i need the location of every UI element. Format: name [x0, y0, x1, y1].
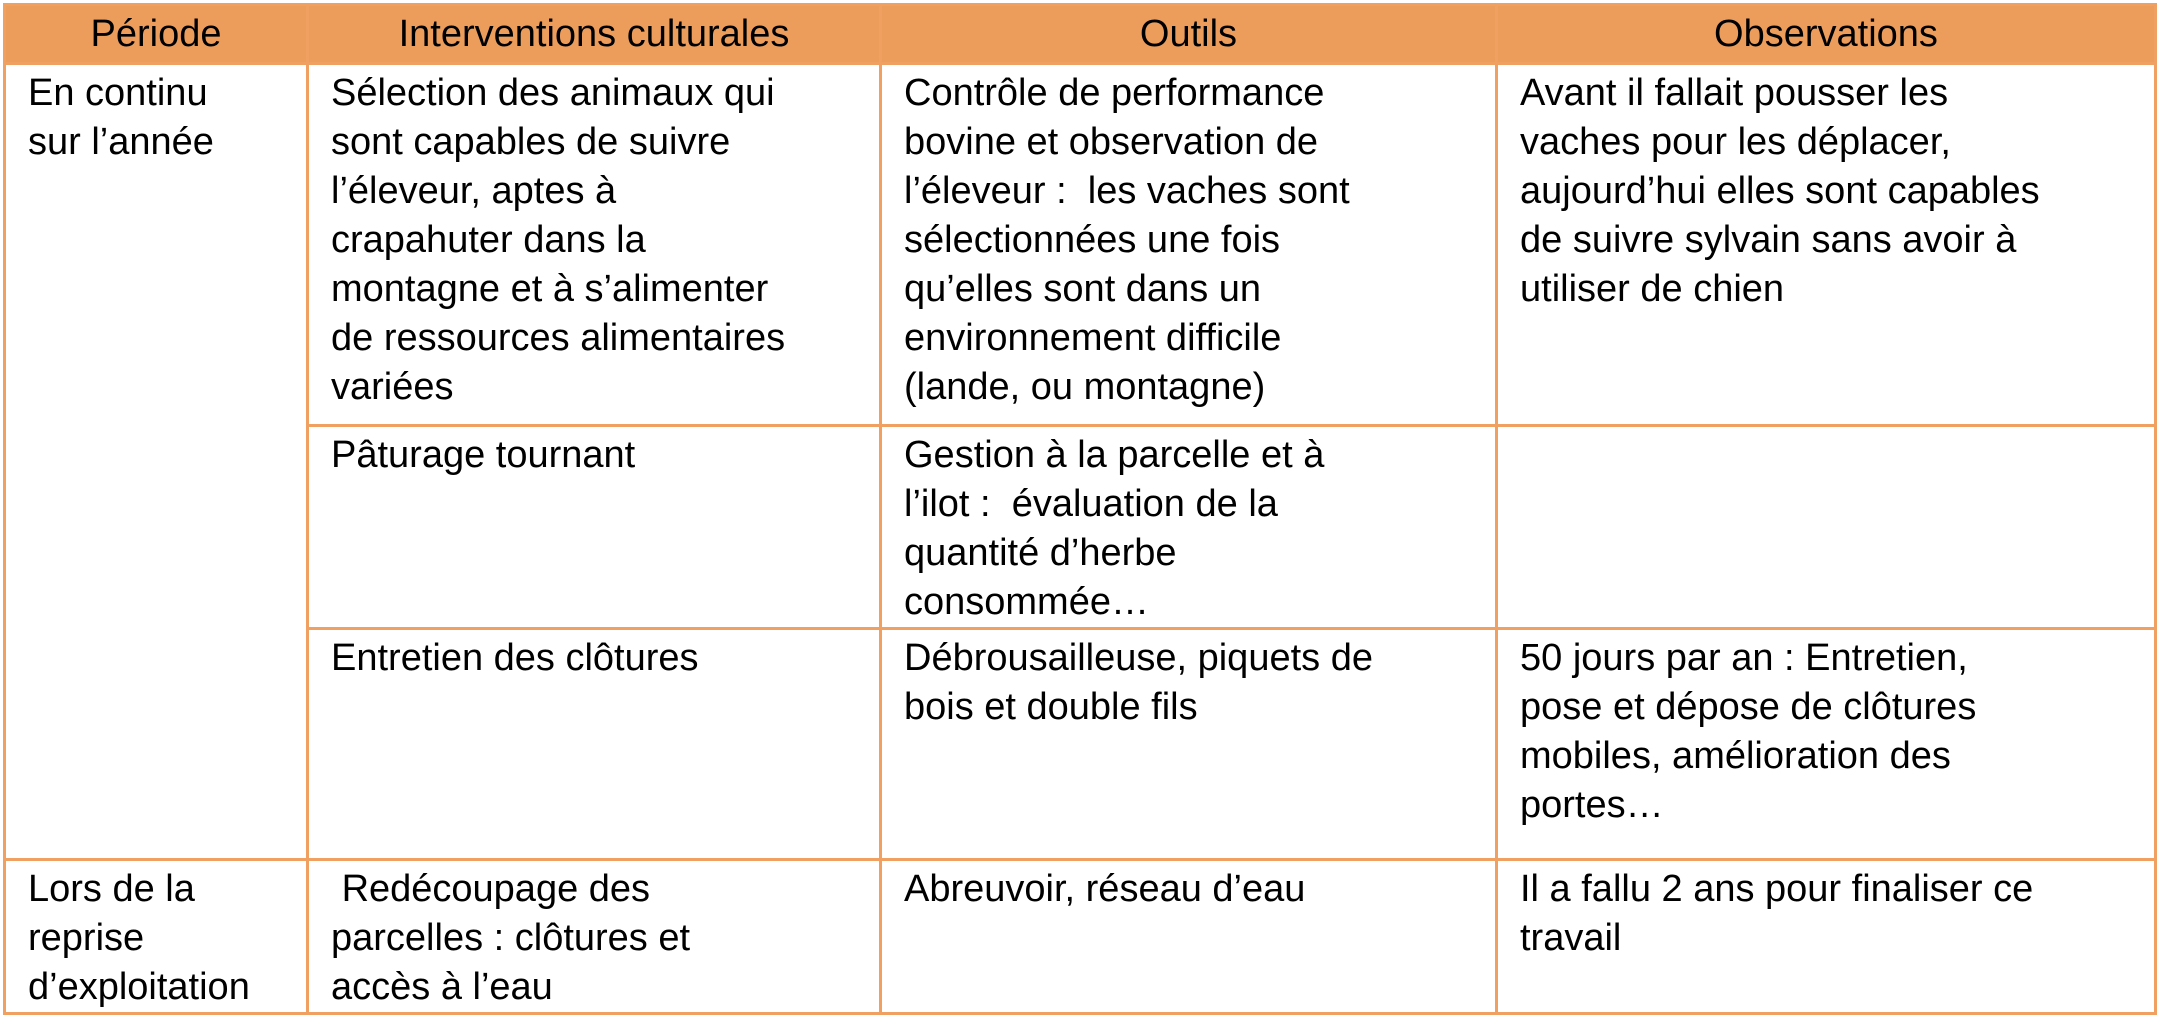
intervention-text: Entretien des clôtures — [331, 637, 699, 679]
intervention-text: Redécoupage des parcelles : clôtures et accès à l’eau — [331, 868, 691, 1008]
observations-cell — [1497, 629, 2156, 860]
tools-cell — [881, 629, 1497, 860]
tools-text: Débrousailleuse, piquets de bois et double fils — [904, 637, 1373, 728]
header-tools: Outils — [881, 5, 1497, 64]
intervention-cell — [308, 426, 881, 629]
intervention-cell — [308, 629, 881, 860]
table-header — [5, 5, 2156, 64]
period-cell — [5, 64, 308, 860]
observations-text: Il a fallu 2 ans pour finaliser ce travail — [1520, 868, 2034, 959]
header-observations: Observations — [1497, 5, 2156, 64]
observations-text: 50 jours par an : Entretien, pose et dépose de clôtures mobiles, amélioration des portes… — [1520, 637, 1977, 826]
table-row — [5, 860, 2156, 1014]
observations-cell — [1497, 426, 2156, 629]
period-cell — [5, 860, 308, 1014]
tools-cell — [881, 64, 1497, 426]
table-row — [5, 629, 2156, 860]
observations-cell — [1497, 860, 2156, 1014]
header-period: Période — [5, 5, 308, 64]
tools-cell — [881, 860, 1497, 1014]
tools-text: Contrôle de performance bovine et observation de l’éleveur : les vaches sont sélectionnées une fois qu’elles sont dans un environnement difficile (lande, ou montagne) — [904, 72, 1350, 408]
observations-text: Avant il fallait pousser les vaches pour les déplacer, aujourd’hui elles sont capables de suivre sylvain sans avoir à utiliser de chien — [1520, 72, 2040, 310]
period-text: En continu sur l’année — [28, 72, 214, 163]
tools-text: Abreuvoir, réseau d’eau — [904, 868, 1306, 910]
intervention-cell — [308, 860, 881, 1014]
tools-text: Gestion à la parcelle et à l’ilot : évaluation de la quantité d’herbe consommée… — [904, 434, 1325, 623]
header-row — [5, 5, 2156, 64]
interventions-table — [3, 3, 2157, 1015]
table-row — [5, 64, 2156, 426]
period-text: Lors de la reprise d’exploitation — [28, 868, 250, 1008]
intervention-cell — [308, 64, 881, 426]
table-body — [5, 64, 2156, 1014]
tools-cell — [881, 426, 1497, 629]
table-row — [5, 426, 2156, 629]
intervention-text: Pâturage tournant — [331, 434, 636, 476]
intervention-text: Sélection des animaux qui sont capables de suivre l’éleveur, aptes à crapahuter dans la montagne et à s’alimenter de ressources alimentaires variées — [331, 72, 786, 408]
observations-cell — [1497, 64, 2156, 426]
header-interventions: Interventions culturales — [308, 5, 881, 64]
